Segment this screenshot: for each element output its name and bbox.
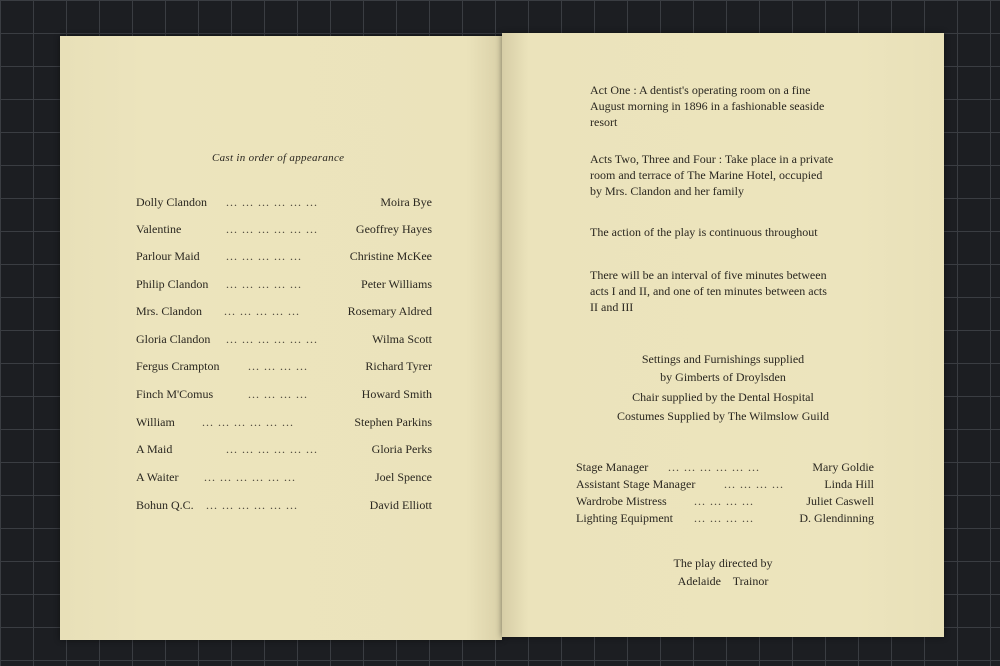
leader-dots: ... ... ... ... ... ...: [226, 222, 318, 236]
cast-heading: Cast in order of appearance: [212, 152, 345, 164]
cast-actor: Richard Tyrer: [365, 359, 432, 373]
cast-row: [136, 249, 432, 265]
cast-actor: Stephen Parkins: [354, 415, 432, 429]
cast-role: A Maid: [136, 442, 173, 456]
interval-note: [590, 267, 827, 315]
crew-name: D. Glendinning: [799, 511, 874, 525]
text-line: There will be an interval of five minutes between: [590, 268, 827, 282]
leader-dots: ... ... ... ... ...: [226, 249, 302, 263]
cast-row: [136, 498, 432, 514]
text-line: II and III: [590, 300, 634, 314]
text-line: August morning in 1896 in a fashionable seaside: [590, 99, 825, 113]
cast-row: [136, 442, 432, 458]
leader-dots: ... ... ... ... ... ...: [206, 498, 298, 512]
crew-name: Mary Goldie: [812, 460, 874, 474]
continuous-note: The action of the play is continuous throughout: [590, 225, 818, 239]
cast-actor: Geoffrey Hayes: [355, 222, 432, 236]
crew-name: Linda Hill: [824, 477, 874, 491]
text-line: room and terrace of The Marine Hotel, occupied: [590, 168, 823, 182]
credit-line: by Gimberts of Droylsden: [660, 370, 786, 384]
text-line: by Mrs. Clandon and her family: [590, 184, 744, 198]
leader-dots: ... ... ... ...: [694, 494, 754, 508]
cast-role: Bohun Q.C.: [136, 498, 194, 512]
crew-row: [576, 511, 874, 527]
leader-dots: ... ... ... ... ...: [226, 277, 302, 291]
leader-dots: ... ... ... ...: [248, 359, 308, 373]
cast-row: [136, 415, 432, 431]
cast-row: [136, 470, 432, 486]
leader-dots: ... ... ... ... ... ...: [202, 415, 294, 429]
text-line: acts I and II, and one of ten minutes between acts: [590, 284, 827, 298]
cast-row: [136, 359, 432, 375]
cast-role: Mrs. Clandon: [136, 304, 202, 318]
crew-row: [576, 477, 874, 493]
cast-role: Philip Clandon: [136, 277, 209, 291]
cast-row: [136, 222, 432, 238]
leader-dots: ... ... ... ... ... ...: [226, 332, 318, 346]
cast-row: [136, 277, 432, 293]
cast-row: [136, 332, 432, 348]
cast-row: [136, 304, 432, 320]
crew-row: [576, 460, 874, 476]
leader-dots: ... ... ... ...: [248, 387, 308, 401]
text-line: Acts Two, Three and Four : Take place in a private: [590, 152, 834, 166]
cast-row: [136, 387, 432, 403]
text-line: Act One : A dentist's operating room on a fine: [590, 83, 811, 97]
cast-role: Gloria Clandon: [136, 332, 211, 346]
right-page: [502, 33, 944, 637]
cast-row: [136, 195, 432, 211]
cast-actor: David Elliott: [369, 498, 432, 512]
cast-actor: Peter Williams: [361, 277, 432, 291]
crew-row: [576, 494, 874, 510]
crew-role: Stage Manager: [576, 460, 649, 474]
cast-role: Finch M'Comus: [136, 387, 214, 401]
leader-dots: ... ... ... ... ... ...: [668, 460, 760, 474]
cast-role: Parlour Maid: [136, 249, 200, 263]
cast-role: Fergus Crampton: [136, 359, 220, 373]
cast-role: A Waiter: [136, 470, 179, 484]
crew-role: Wardrobe Mistress: [576, 494, 667, 508]
cast-actor: Howard Smith: [361, 387, 432, 401]
cast-actor: Rosemary Aldred: [347, 304, 432, 318]
crew-role: Assistant Stage Manager: [576, 477, 696, 491]
director-label: The play directed by: [673, 556, 773, 570]
acts-two-four-description: [590, 151, 833, 199]
cast-actor: Joel Spence: [375, 470, 432, 484]
cast-role: Valentine: [136, 222, 182, 236]
leader-dots: ... ... ... ... ... ...: [226, 195, 318, 209]
cast-actor: Gloria Perks: [371, 442, 432, 456]
leader-dots: ... ... ... ... ... ...: [204, 470, 296, 484]
cast-actor: Wilma Scott: [372, 332, 432, 346]
cast-actor: Christine McKee: [349, 249, 432, 263]
credit-line: Costumes Supplied by The Wilmslow Guild: [616, 409, 830, 423]
leader-dots: ... ... ... ...: [724, 477, 784, 491]
leader-dots: ... ... ... ...: [694, 511, 754, 525]
credit-line: Settings and Furnishings supplied: [641, 352, 805, 366]
cast-actor: Moira Bye: [380, 195, 432, 209]
left-page: [60, 36, 502, 640]
crew-name: Juliet Caswell: [806, 494, 874, 508]
credit-line: Chair supplied by the Dental Hospital: [632, 390, 814, 404]
leader-dots: ... ... ... ... ... ...: [226, 442, 318, 456]
act-one-description: [590, 82, 824, 130]
text-line: resort: [590, 115, 618, 129]
cast-role: William: [136, 415, 175, 429]
director-name: Adelaide Trainor: [677, 574, 769, 588]
leader-dots: ... ... ... ... ...: [224, 304, 300, 318]
crew-role: Lighting Equipment: [576, 511, 673, 525]
cast-role: Dolly Clandon: [136, 195, 207, 209]
